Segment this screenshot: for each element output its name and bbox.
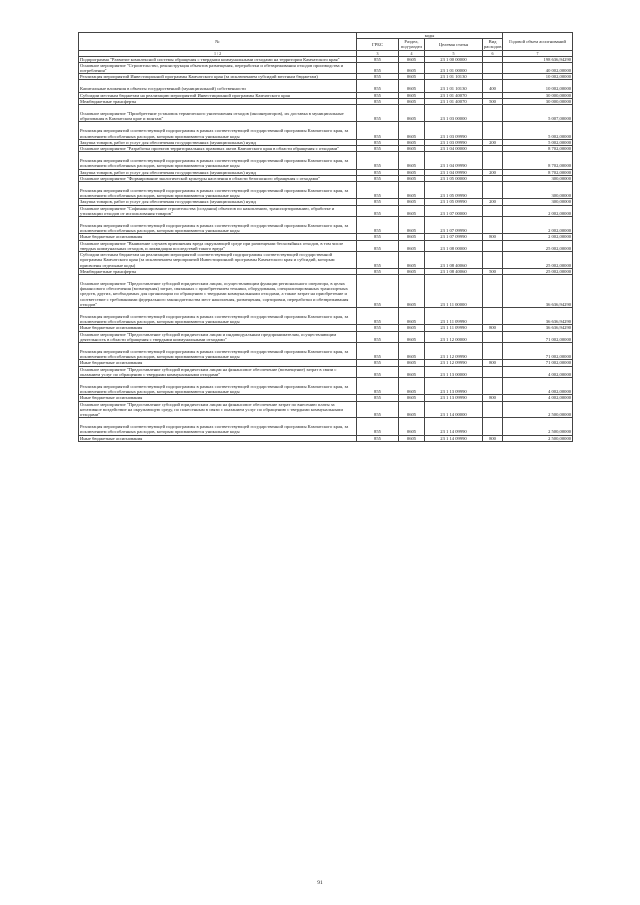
row-name: Подпрограмма "Развитие комплексной системы обращения с твердыми коммунальными отходами на территории Камчатского края" <box>79 56 357 62</box>
row-name: Реализация мероприятий соответствующей подпрограммы в рамках соответствующей государственной программы Камчатского края, за исключением обособленных расходов, которым присваиваются уникальные коды <box>79 418 357 435</box>
row-vid <box>483 274 503 307</box>
row-razdel: 0605 <box>399 325 425 331</box>
row-csr: 23 1 03 09990 <box>425 139 483 145</box>
row-grbs: 855 <box>357 401 399 418</box>
row-csr: 23 1 08 40060 <box>425 252 483 269</box>
row-amount: 300,00000 <box>503 182 573 199</box>
table-row <box>79 182 573 199</box>
row-grbs: 855 <box>357 98 399 104</box>
header-number: № <box>79 33 357 51</box>
row-name: Основное мероприятие "Приобретение установок термического уничтожения отходов (инсинераторов), их доставка в муниципальные образования в Камчатском крае и монтаж" <box>79 105 357 122</box>
header-amount: Годовой объем ассигнований <box>503 33 573 51</box>
row-razdel: 0605 <box>399 435 425 441</box>
table-row <box>79 240 573 251</box>
row-vid <box>483 62 503 73</box>
row-amount: 300,00000 <box>503 199 573 205</box>
table-row <box>79 366 573 377</box>
row-grbs: 855 <box>357 105 399 122</box>
row-razdel: 0605 <box>399 377 425 394</box>
row-razdel: 0605 <box>399 252 425 269</box>
row-grbs: 855 <box>357 74 399 80</box>
row-csr: 23 1 05 09990 <box>425 182 483 199</box>
table-row <box>79 274 573 307</box>
row-csr: 23 1 12 00000 <box>425 331 483 342</box>
row-csr: 23 1 01 10130 <box>425 74 483 80</box>
row-razdel: 0605 <box>399 56 425 62</box>
row-name: Реализация мероприятий соответствующей подпрограммы в рамках соответствующей государственной программы Камчатского края, за исключением обособленных расходов, которым присваиваются уникальные коды <box>79 152 357 169</box>
row-grbs: 855 <box>357 199 399 205</box>
row-name: Закупка товаров, работ и услуг для обеспечения государственных (муниципальных) нужд <box>79 139 357 145</box>
row-grbs: 855 <box>357 366 399 377</box>
row-razdel: 0605 <box>399 395 425 401</box>
row-amount: 2 500,00000 <box>503 401 573 418</box>
row-grbs: 855 <box>357 175 399 181</box>
row-grbs: 855 <box>357 122 399 139</box>
row-name: Основное мероприятие "Выявление случаев причинения вреда окружающей среде при размещении бесхозяйных отходов, в том числе твердых коммунальных отходов, и ликвидация последствий такого вреда" <box>79 240 357 251</box>
row-amount: 71 002,00000 <box>503 342 573 359</box>
row-name: Иные бюджетные ассигнования <box>79 435 357 441</box>
row-vid <box>483 122 503 139</box>
table-row <box>79 377 573 394</box>
row-amount: 8 702,00000 <box>503 146 573 152</box>
row-name: Иные бюджетные ассигнования <box>79 325 357 331</box>
row-razdel: 0605 <box>399 199 425 205</box>
row-razdel: 0605 <box>399 360 425 366</box>
row-vid: 800 <box>483 360 503 366</box>
header-num-grbs: 3 <box>357 50 399 56</box>
row-name: Реализация мероприятий соответствующей подпрограммы в рамках соответствующей государственной программы Камчатского края, за исключением обособленных расходов, которым присваиваются уникальные коды <box>79 342 357 359</box>
header-num-csr: 5 <box>425 50 483 56</box>
row-name: Субсидии местным бюджетам на реализацию мероприятий соответствующей подпрограммы соответствующей государственной программы Камчатского края (за исключением мероприятий Инвестиционной программы Камчатского края и субсидий, которым присвоены отдельные коды) <box>79 252 357 269</box>
table-row <box>79 62 573 73</box>
row-razdel: 0605 <box>399 418 425 435</box>
row-razdel: 0605 <box>399 366 425 377</box>
header-num-amount: 7 <box>503 50 573 56</box>
row-amount: 25 002,00000 <box>503 240 573 251</box>
row-grbs: 855 <box>357 217 399 234</box>
row-grbs: 855 <box>357 152 399 169</box>
row-vid <box>483 377 503 394</box>
table-row <box>79 217 573 234</box>
row-csr: 23 1 11 00000 <box>425 274 483 307</box>
row-amount: 4 002,00000 <box>503 395 573 401</box>
row-name: Основное мероприятие "Формирование экологической культуры населения в области безопасного обращения с отходами" <box>79 175 357 181</box>
header-csr: Целевая статья <box>425 39 483 50</box>
row-csr: 23 1 13 09990 <box>425 377 483 394</box>
row-razdel: 0605 <box>399 342 425 359</box>
row-grbs: 855 <box>357 182 399 199</box>
row-razdel: 0605 <box>399 182 425 199</box>
row-grbs: 855 <box>357 62 399 73</box>
row-grbs: 855 <box>357 146 399 152</box>
row-vid <box>483 205 503 216</box>
row-amount: 2 002,00000 <box>503 234 573 240</box>
row-vid: 800 <box>483 325 503 331</box>
row-grbs: 855 <box>357 377 399 394</box>
row-vid <box>483 366 503 377</box>
row-vid <box>483 217 503 234</box>
row-amount: 36 636,94290 <box>503 274 573 307</box>
row-grbs: 855 <box>357 139 399 145</box>
row-razdel: 0605 <box>399 146 425 152</box>
row-grbs: 855 <box>357 395 399 401</box>
row-amount: 30 000,00000 <box>503 98 573 104</box>
row-name: Закупка товаров, работ и услуг для обеспечения государственных (муниципальных) нужд <box>79 169 357 175</box>
row-amount: 36 636,94290 <box>503 307 573 324</box>
row-vid <box>483 342 503 359</box>
row-csr: 23 1 00 00000 <box>425 56 483 62</box>
row-amount: 4 002,00000 <box>503 377 573 394</box>
row-grbs: 855 <box>357 418 399 435</box>
row-name: Субсидии местным бюджетам на реализацию мероприятий Инвестиционной программы Камчатского края <box>79 92 357 98</box>
page-number: 91 <box>317 880 323 886</box>
table-row <box>79 435 573 441</box>
row-grbs: 855 <box>357 274 399 307</box>
table-row <box>79 401 573 418</box>
row-csr: 23 1 07 09990 <box>425 234 483 240</box>
header-num-vr: 6 <box>483 50 503 56</box>
row-amount: 4 002,00000 <box>503 366 573 377</box>
row-amount: 10 002,00000 <box>503 74 573 80</box>
row-vid: 800 <box>483 395 503 401</box>
row-amount: 71 002,00000 <box>503 360 573 366</box>
row-razdel: 0605 <box>399 234 425 240</box>
row-grbs: 855 <box>357 307 399 324</box>
row-amount: 5 007,00000 <box>503 105 573 122</box>
row-grbs: 855 <box>357 92 399 98</box>
row-grbs: 855 <box>357 325 399 331</box>
table-row <box>79 122 573 139</box>
row-name: Основное мероприятие "Предоставление субсидий юридическим лицам на финансовое обеспечение (возмещение) затрат в связи с оказанием услуг по обращению с твердыми коммунальными отходами" <box>79 366 357 377</box>
row-amount: 71 002,00000 <box>503 331 573 342</box>
row-grbs: 855 <box>357 360 399 366</box>
row-csr: 23 1 14 09990 <box>425 435 483 441</box>
row-name: Закупка товаров, работ и услуг для обеспечения государственных (муниципальных) нужд <box>79 199 357 205</box>
row-csr: 23 1 01 10130 <box>425 80 483 92</box>
row-name: Реализация мероприятий соответствующей подпрограммы в рамках соответствующей государственной программы Камчатского края, за исключением обособленных расходов, которым присваиваются уникальные коды <box>79 307 357 324</box>
row-razdel: 0605 <box>399 175 425 181</box>
row-razdel: 0605 <box>399 105 425 122</box>
row-name: Иные бюджетные ассигнования <box>79 395 357 401</box>
row-csr: 23 1 01 40070 <box>425 98 483 104</box>
row-vid <box>483 182 503 199</box>
row-csr: 23 1 13 00000 <box>425 366 483 377</box>
row-amount: 10 002,00000 <box>503 80 573 92</box>
row-vid <box>483 307 503 324</box>
row-vid <box>483 252 503 269</box>
row-csr: 23 1 04 00000 <box>425 146 483 152</box>
row-grbs: 855 <box>357 205 399 216</box>
row-csr: 23 1 08 00000 <box>425 240 483 251</box>
row-grbs: 855 <box>357 80 399 92</box>
row-csr: 23 1 13 09990 <box>425 395 483 401</box>
table-row <box>79 307 573 324</box>
row-csr: 23 1 14 00000 <box>425 401 483 418</box>
header-grbs: ГРБС <box>357 39 399 50</box>
row-vid <box>483 240 503 251</box>
row-name: Реализация мероприятий соответствующей подпрограммы в рамках соответствующей государственной программы Камчатского края, за исключением обособленных расходов, которым присваиваются уникальные коды <box>79 182 357 199</box>
row-name: Реализация мероприятий соответствующей подпрограммы в рамках соответствующей государственной программы Камчатского края, за исключением обособленных расходов, которым присваиваются уникальные коды <box>79 122 357 139</box>
row-vid <box>483 331 503 342</box>
row-csr: 23 1 12 09990 <box>425 342 483 359</box>
row-name: Реализация мероприятий Инвестиционной программы Камчатского края (за исключением субсидий местным бюджетам) <box>79 74 357 80</box>
row-razdel: 0605 <box>399 307 425 324</box>
row-amount: 2 500,00000 <box>503 435 573 441</box>
row-csr: 23 1 01 00000 <box>425 62 483 73</box>
row-name: Капитальные вложения в объекты государственной (муниципальной) собственности <box>79 80 357 92</box>
row-amount: 2 002,00000 <box>503 217 573 234</box>
row-amount: 40 002,00000 <box>503 62 573 73</box>
row-csr: 23 1 01 40070 <box>425 92 483 98</box>
budget-table <box>78 32 573 442</box>
row-name: Реализация мероприятий соответствующей подпрограммы в рамках соответствующей государственной программы Камчатского края, за исключением обособленных расходов, которым присваиваются уникальные коды <box>79 377 357 394</box>
row-csr: 23 1 05 00000 <box>425 175 483 181</box>
row-grbs: 855 <box>357 342 399 359</box>
row-csr: 23 1 14 09990 <box>425 418 483 435</box>
row-vid: 200 <box>483 169 503 175</box>
row-razdel: 0605 <box>399 92 425 98</box>
row-amount: 300,00000 <box>503 175 573 181</box>
row-vid <box>483 152 503 169</box>
table-row <box>79 152 573 169</box>
row-amount: 198 636,94290 <box>503 56 573 62</box>
row-csr: 23 1 08 40060 <box>425 268 483 274</box>
row-amount: 8 702,00000 <box>503 169 573 175</box>
row-vid: 200 <box>483 199 503 205</box>
row-csr: 23 1 11 09990 <box>425 325 483 331</box>
row-razdel: 0605 <box>399 152 425 169</box>
row-razdel: 0605 <box>399 240 425 251</box>
row-razdel: 0605 <box>399 98 425 104</box>
budget-table-sheet <box>78 32 572 442</box>
row-grbs: 855 <box>357 435 399 441</box>
table-row <box>79 331 573 342</box>
row-grbs: 855 <box>357 169 399 175</box>
row-razdel: 0605 <box>399 122 425 139</box>
row-amount: 2 500,00000 <box>503 418 573 435</box>
table-row <box>79 252 573 269</box>
row-grbs: 855 <box>357 331 399 342</box>
row-csr: 23 1 05 09990 <box>425 199 483 205</box>
header-vid: Вид расходов <box>484 39 502 50</box>
row-name: Основное мероприятие "Строительство, реконструкция объектов размещения, переработки и обезвреживания отходов производства и потребления" <box>79 62 357 73</box>
row-vid: 800 <box>483 435 503 441</box>
header-razdel: Раздел, под-раздел <box>399 39 425 50</box>
row-vid <box>483 401 503 418</box>
table-row <box>79 105 573 122</box>
row-csr: 23 1 03 09990 <box>425 122 483 139</box>
table-row <box>79 80 573 92</box>
row-razdel: 0605 <box>399 217 425 234</box>
row-name: Основное мероприятие "Предоставление субсидий юридическим лицам и индивидуальным предпринимателям, осуществляющим деятельность в области обращения с твердыми коммунальными отходами" <box>79 331 357 342</box>
row-csr: 23 1 07 00000 <box>425 205 483 216</box>
row-name: Основное мероприятие "Софинансирование строительства (создания) объектов по накоплению, транспортированию, обработке и утилизации отходов от использования товаров" <box>79 205 357 216</box>
row-razdel: 0605 <box>399 274 425 307</box>
header-num-name: 1 / 2 <box>79 50 357 56</box>
row-vid: 500 <box>483 268 503 274</box>
row-amount: 5 002,00000 <box>503 139 573 145</box>
row-razdel: 0605 <box>399 169 425 175</box>
row-name: Основное мероприятие "Разработка проектов территориальных правовых актов Камчатского края в области обращения с отходами" <box>79 146 357 152</box>
row-name: Основное мероприятие "Предоставление субсидий юридическим лицам на финансовое обеспечение затрат по внесению платы за негативное воздействие на окружающую среду, по понесенным в связи с оказанием услуг по обращению с твердыми коммунальными отходами" <box>79 401 357 418</box>
budget-table-body <box>79 56 573 441</box>
row-amount: 36 636,94290 <box>503 325 573 331</box>
row-csr: 23 1 07 09990 <box>425 217 483 234</box>
row-razdel: 0605 <box>399 331 425 342</box>
row-razdel: 0605 <box>399 80 425 92</box>
row-amount: 25 002,00000 <box>503 252 573 269</box>
header-codes: коды <box>357 33 503 39</box>
row-amount: 25 002,00000 <box>503 268 573 274</box>
row-name: Иные бюджетные ассигнования <box>79 360 357 366</box>
row-csr: 23 1 04 09990 <box>425 169 483 175</box>
row-grbs: 855 <box>357 56 399 62</box>
row-vid <box>483 105 503 122</box>
table-row <box>79 205 573 216</box>
row-amount: 30 000,00000 <box>503 92 573 98</box>
row-csr: 23 1 12 09990 <box>425 360 483 366</box>
row-name: Межбюджетные трансферты <box>79 268 357 274</box>
row-grbs: 855 <box>357 234 399 240</box>
row-razdel: 0605 <box>399 268 425 274</box>
row-grbs: 855 <box>357 240 399 251</box>
row-name: Основное мероприятие "Предоставление субсидий юридическим лицам, осуществляющим функции регионального оператора, в целях финансового обеспечения (возмещения) затрат, связанных с приобретением техники, оборудования, специализированных транспортных средств, других, необходимых для организации по обращению с твердыми коммунальными отходами, а также затрат на приобретение и соответствие с требованиями федерального законодательства мест накопления, размещения, сортировки, переработки и обезвреживания отходов" <box>79 274 357 307</box>
row-name: Межбюджетные трансферты <box>79 98 357 104</box>
row-name: Иные бюджетные ассигнования <box>79 234 357 240</box>
row-razdel: 0605 <box>399 401 425 418</box>
row-razdel: 0605 <box>399 139 425 145</box>
row-amount: 8 702,00000 <box>503 152 573 169</box>
row-amount: 5 002,00000 <box>503 122 573 139</box>
row-grbs: 855 <box>357 252 399 269</box>
row-vid: 500 <box>483 98 503 104</box>
row-csr: 23 1 11 09990 <box>425 307 483 324</box>
row-razdel: 0605 <box>399 62 425 73</box>
row-name: Реализация мероприятий соответствующей подпрограммы в рамках соответствующей государственной программы Камчатского края, за исключением обособленных расходов, которым присваиваются уникальные коды <box>79 217 357 234</box>
row-grbs: 855 <box>357 268 399 274</box>
header-num-rz: 4 <box>399 50 425 56</box>
table-row <box>79 342 573 359</box>
row-vid: 200 <box>483 139 503 145</box>
row-csr: 23 1 04 09990 <box>425 152 483 169</box>
row-razdel: 0605 <box>399 74 425 80</box>
table-row <box>79 418 573 435</box>
row-razdel: 0605 <box>399 205 425 216</box>
row-vid: 800 <box>483 234 503 240</box>
row-amount: 2 002,00000 <box>503 205 573 216</box>
row-vid <box>483 418 503 435</box>
row-vid: 400 <box>483 80 503 92</box>
row-csr: 23 1 03 00000 <box>425 105 483 122</box>
